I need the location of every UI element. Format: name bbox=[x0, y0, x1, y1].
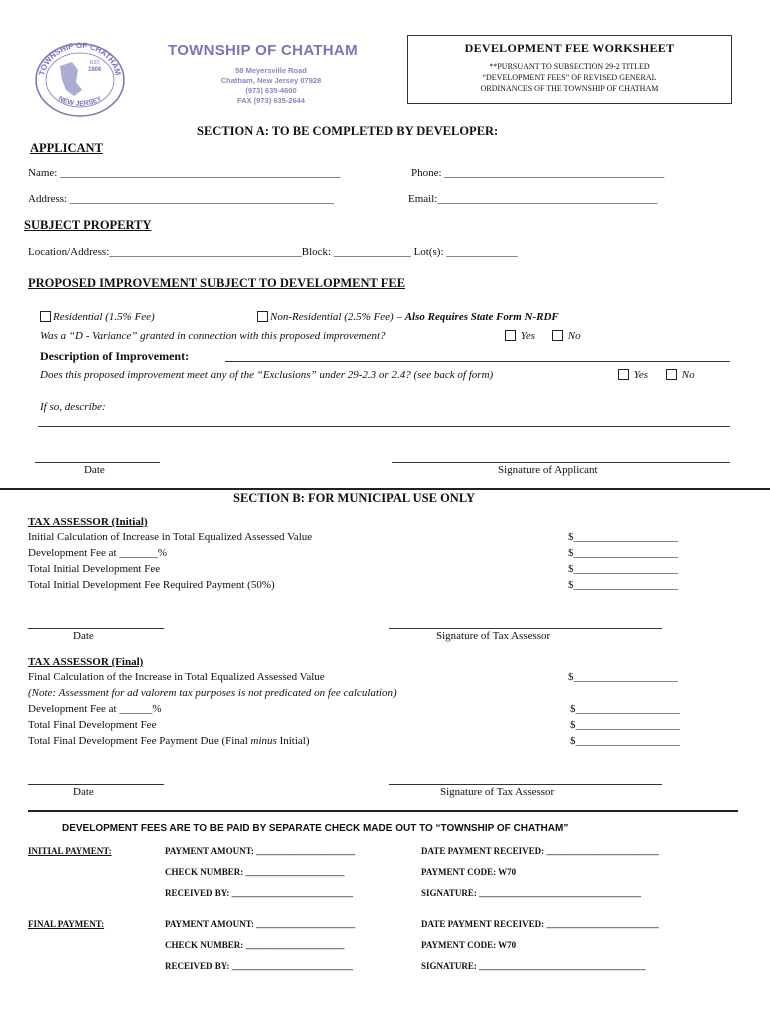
svg-text:TOWNSHIP OF CHATHAM bbox=[37, 41, 122, 77]
nonresidential-option[interactable] bbox=[257, 311, 559, 323]
address-line-2: Chatham, New Jersey 07928 bbox=[220, 76, 322, 85]
initial-date-received-field[interactable]: DATE PAYMENT RECEIVED: _________________________ bbox=[421, 846, 659, 856]
final-payment-due-label: Total Final Development Fee Payment Due (Final minus Initial) bbox=[28, 735, 310, 747]
svg-text:NEW JERSEY bbox=[57, 95, 103, 108]
residential-option[interactable] bbox=[40, 311, 155, 323]
residential-checkbox[interactable] bbox=[40, 311, 51, 322]
final-check-number-field[interactable]: CHECK NUMBER: ______________________ bbox=[165, 940, 345, 950]
initial-required-payment-label: Total Initial Development Fee Required Payment (50%) bbox=[28, 579, 275, 591]
payment-notice: DEVELOPMENT FEES ARE TO BE PAID BY SEPARATE CHECK MADE OUT TO “TOWNSHIP OF CHATHAM” bbox=[62, 823, 569, 834]
worksheet-title: DEVELOPMENT FEE WORKSHEET bbox=[464, 41, 675, 55]
fax-number: FAX (973) 635-2644 bbox=[237, 96, 305, 105]
township-seal bbox=[30, 40, 130, 118]
initial-total-fee-label: Total Initial Development Fee bbox=[28, 563, 161, 575]
initial-fee-amount[interactable]: $___________________ bbox=[568, 547, 678, 559]
name-field[interactable]: Name: ___________________________________________________ bbox=[28, 167, 341, 179]
initial-calc-label: Initial Calculation of Increase in Total Equalized Assessed Value bbox=[28, 531, 313, 543]
proposed-improvement-heading: PROPOSED IMPROVEMENT SUBJECT TO DEVELOPMENT FEE bbox=[28, 276, 406, 290]
worksheet-subtitle-3: ORDINANCES OF THE TOWNSHIP OF CHATHAM bbox=[480, 84, 659, 93]
exclusions-question: Does this proposed improvement meet any of the “Exclusions” under 29-2.3 or 2.4? (see back of form) bbox=[40, 369, 494, 381]
initial-check-number-field[interactable]: CHECK NUMBER: ______________________ bbox=[165, 867, 345, 877]
initial-payment-amount-field[interactable]: PAYMENT AMOUNT: ______________________ bbox=[165, 846, 356, 856]
initial-date-label: Date bbox=[73, 630, 94, 642]
exclusions-no-option[interactable] bbox=[666, 369, 695, 381]
initial-received-by-field[interactable]: RECEIVED BY: ___________________________ bbox=[165, 888, 354, 898]
section-divider bbox=[0, 488, 770, 490]
initial-signature-field[interactable]: SIGNATURE: ____________________________________ bbox=[421, 888, 642, 898]
seal-year: 1806 bbox=[88, 67, 102, 73]
variance-no-checkbox[interactable] bbox=[552, 330, 563, 341]
email-field[interactable]: Email:________________________________________ bbox=[408, 193, 658, 205]
nonresidential-label: Non-Residential (2.5% Fee) – bbox=[270, 311, 405, 323]
describe-line[interactable] bbox=[38, 426, 730, 427]
initial-signature-line[interactable] bbox=[389, 628, 662, 629]
applicant-heading: APPLICANT bbox=[30, 141, 103, 155]
final-payment-amount[interactable]: $___________________ bbox=[570, 735, 680, 747]
subject-property-heading: SUBJECT PROPERTY bbox=[24, 218, 152, 232]
seal-bottom-text: NEW JERSEY bbox=[57, 95, 103, 108]
exclusions-yes-label: Yes bbox=[633, 369, 649, 381]
final-fee-amount[interactable]: $___________________ bbox=[570, 703, 680, 715]
phone-number: (973) 635-4600 bbox=[245, 86, 297, 95]
township-name: TOWNSHIP OF CHATHAM bbox=[168, 42, 358, 59]
final-assessor-heading: TAX ASSESSOR (Final) bbox=[28, 656, 144, 668]
final-signature-label: Signature of Tax Assessor bbox=[440, 786, 555, 798]
initial-signature-label: Signature of Tax Assessor bbox=[436, 630, 551, 642]
applicant-signature-line[interactable] bbox=[392, 462, 730, 463]
if-so-describe-label: If so, describe: bbox=[40, 401, 106, 413]
location-block-lot-field[interactable]: Location/Address:___________________________________Block: ______________ Lot(s): _____________ bbox=[28, 246, 518, 258]
variance-yes-label: Yes bbox=[520, 330, 536, 342]
final-signature-field[interactable]: SIGNATURE: _____________________________________ bbox=[421, 961, 646, 971]
final-date-line[interactable] bbox=[28, 784, 164, 785]
seal-top-text: TOWNSHIP OF CHATHAM bbox=[37, 40, 123, 77]
description-line[interactable] bbox=[225, 361, 730, 362]
exclusions-yes-option[interactable] bbox=[618, 369, 648, 381]
seal-est: EST. bbox=[90, 60, 101, 66]
initial-payment-label: INITIAL PAYMENT: bbox=[28, 846, 112, 856]
final-payment-label: FINAL PAYMENT: bbox=[28, 919, 105, 929]
final-received-by-field[interactable]: RECEIVED BY: ___________________________ bbox=[165, 961, 354, 971]
final-payment-code: PAYMENT CODE: W70 bbox=[421, 940, 517, 950]
final-payment-amount-field[interactable]: PAYMENT AMOUNT: ______________________ bbox=[165, 919, 356, 929]
final-date-received-field[interactable]: DATE PAYMENT RECEIVED: _________________________ bbox=[421, 919, 659, 929]
exclusions-yes-checkbox[interactable] bbox=[618, 369, 629, 380]
payment-divider bbox=[28, 810, 738, 812]
final-total-fee-label: Total Final Development Fee bbox=[28, 719, 157, 731]
assessment-note: (Note: Assessment for ad valorem tax purposes is not predicated on fee calculation) bbox=[28, 687, 397, 699]
initial-calc-amount[interactable]: $___________________ bbox=[568, 531, 678, 543]
final-date-label: Date bbox=[73, 786, 94, 798]
section-b-title: SECTION B: FOR MUNICIPAL USE ONLY bbox=[233, 491, 476, 505]
variance-no-option[interactable] bbox=[552, 330, 581, 342]
worksheet-subtitle-2: “DEVELOPMENT FEES” OF REVISED GENERAL bbox=[482, 73, 657, 82]
residential-label: Residential (1.5% Fee) bbox=[53, 311, 155, 323]
address-line-1: 58 Meyersville Road bbox=[235, 66, 307, 75]
final-fee-percent-label: Development Fee at ______% bbox=[28, 703, 162, 715]
section-a-title: SECTION A: TO BE COMPLETED BY DEVELOPER: bbox=[197, 124, 499, 138]
phone-field[interactable]: Phone: ________________________________________ bbox=[411, 167, 665, 179]
initial-payment-code: PAYMENT CODE: W70 bbox=[421, 867, 517, 877]
variance-yes-option[interactable] bbox=[505, 330, 535, 342]
variance-no-label: No bbox=[567, 330, 581, 342]
final-calc-label: Final Calculation of the Increase in Total Equalized Assessed Value bbox=[28, 671, 325, 683]
final-calc-amount[interactable]: $___________________ bbox=[568, 671, 678, 683]
nonresidential-checkbox[interactable] bbox=[257, 311, 268, 322]
applicant-date-label: Date bbox=[84, 464, 105, 476]
worksheet-title-box bbox=[407, 35, 732, 104]
address-field[interactable]: Address: ________________________________________________ bbox=[28, 193, 334, 205]
initial-fee-percent-label: Development Fee at _______% bbox=[28, 547, 167, 559]
exclusions-no-label: No bbox=[681, 369, 695, 381]
applicant-date-line[interactable] bbox=[35, 462, 160, 463]
description-label: Description of Improvement: bbox=[40, 349, 190, 363]
variance-question: Was a “D - Variance” granted in connection with this proposed improvement? bbox=[40, 330, 386, 342]
worksheet-subtitle-1: **PURSUANT TO SUBSECTION 29-2 TITLED bbox=[489, 62, 650, 71]
final-signature-line[interactable] bbox=[389, 784, 662, 785]
initial-payment-amount[interactable]: $___________________ bbox=[568, 579, 678, 591]
exclusions-no-checkbox[interactable] bbox=[666, 369, 677, 380]
nonresidential-state-form-note: Also Requires State Form N-RDF bbox=[404, 311, 559, 323]
initial-total-amount[interactable]: $___________________ bbox=[568, 563, 678, 575]
final-total-amount[interactable]: $___________________ bbox=[570, 719, 680, 731]
applicant-signature-label: Signature of Applicant bbox=[498, 464, 598, 476]
variance-yes-checkbox[interactable] bbox=[505, 330, 516, 341]
initial-date-line[interactable] bbox=[28, 628, 164, 629]
initial-assessor-heading: TAX ASSESSOR (Initial) bbox=[28, 516, 148, 528]
